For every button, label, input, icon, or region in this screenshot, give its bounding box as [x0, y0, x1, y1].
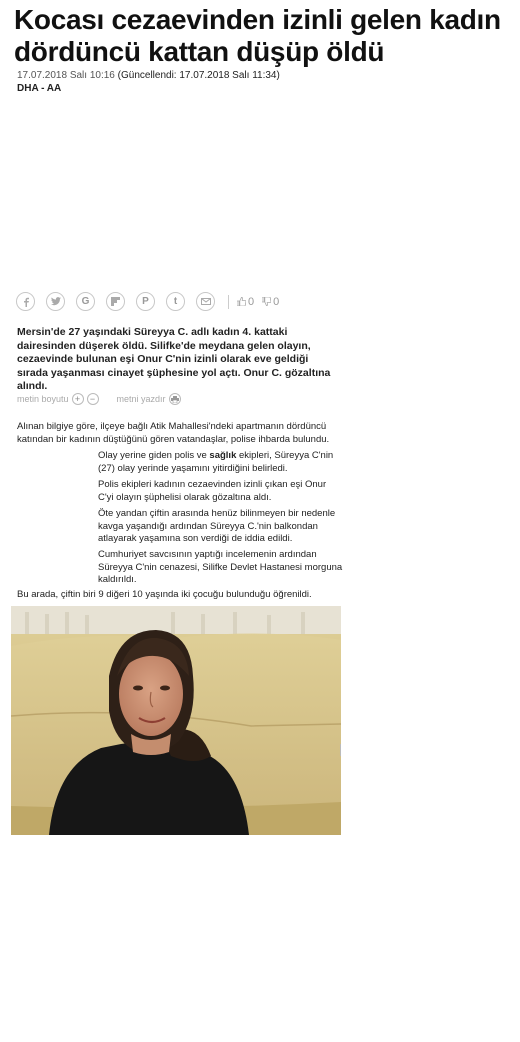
text-tools: [17, 393, 181, 405]
print-label[interactable]: metni yazdır: [116, 394, 166, 404]
paragraph-text: Olay yerine giden polis ve: [98, 450, 210, 461]
news-source: DHA - AA: [17, 83, 62, 94]
article-headline: Kocası cezaevinden izinli gelen kadın dördüncü kattan düşüp öldü: [14, 4, 501, 67]
dislike-button[interactable]: [262, 296, 279, 308]
thumbs-down-icon: [262, 297, 271, 306]
like-button[interactable]: [237, 296, 254, 308]
google-plus-icon[interactable]: G: [76, 292, 95, 311]
share-bar: [16, 292, 279, 311]
email-icon[interactable]: [196, 292, 215, 311]
font-size-label: metin boyutu: [17, 394, 69, 404]
font-decrease-button[interactable]: −: [87, 393, 99, 405]
publish-dates: [17, 70, 280, 81]
twitter-icon[interactable]: [46, 292, 65, 311]
font-increase-button[interactable]: +: [72, 393, 84, 405]
article-paragraph: Cumhuriyet savcısının yaptığı incelemenin ardından Süreyya C'nin cenazesi, Silifke Devlet Hastanesi morguna kaldırıldı.: [98, 549, 343, 586]
facebook-icon[interactable]: [16, 292, 35, 311]
paragraph-text: ekipleri, Süreyya C'nin (27) olay yerinde yaşamını yitirdiğini belirledi.: [98, 450, 334, 474]
publish-date: 17.07.2018 Salı 10:16: [17, 70, 115, 81]
article-paragraph: Alınan bilgiye göre, ilçeye bağlı Atik Mahallesi'ndeki apartmanın dördüncü katından bir kadının düştüğünü gören vatandaşlar, polise ihbarda bulundu.: [17, 421, 330, 445]
article-summary: Mersin'de 27 yaşındaki Süreyya C. adlı kadın 4. kattaki dairesinden düşerek öldü. Silifke'de meydana gelen olayın, cezaevinde bulunan eşi Onur C'nin izinli olarak eve geldiği sırada yaşanması cinayet şüphesine yol açtı. Onur C. gözaltına alındı.: [17, 326, 331, 392]
pinterest-icon[interactable]: P: [136, 292, 155, 311]
share-divider: [228, 295, 229, 309]
flipboard-icon[interactable]: [106, 292, 125, 311]
tumblr-icon[interactable]: t: [166, 292, 185, 311]
updated-date: (Güncellendi: 17.07.2018 Salı 11:34): [117, 70, 280, 81]
article-paragraph: Bu arada, çiftin biri 9 diğeri 10 yaşında iki çocuğu bulunduğu öğrenildi.: [17, 589, 312, 600]
health-link[interactable]: sağlık: [209, 450, 237, 461]
divider: [340, 744, 341, 756]
thumbs-up-icon: [237, 297, 246, 306]
article-paragraph: Polis ekipleri kadının cezaevinden izinli çıkan eşi Onur C'yi olayın şüphelisi olarak gözaltına aldı.: [98, 479, 327, 503]
article-paragraph: [98, 450, 344, 475]
like-count: 0: [248, 295, 255, 308]
dislike-count: 0: [273, 295, 280, 308]
print-icon[interactable]: [169, 393, 181, 405]
article-paragraph: Öte yandan çiftin arasında henüz bilinmeyen bir nedenle kavga yaşandığı ardından Süreyya C.'nin balkondan atlayarak yaşamına son verdiği de iddia edildi.: [98, 508, 336, 545]
article-photo: [11, 606, 341, 835]
